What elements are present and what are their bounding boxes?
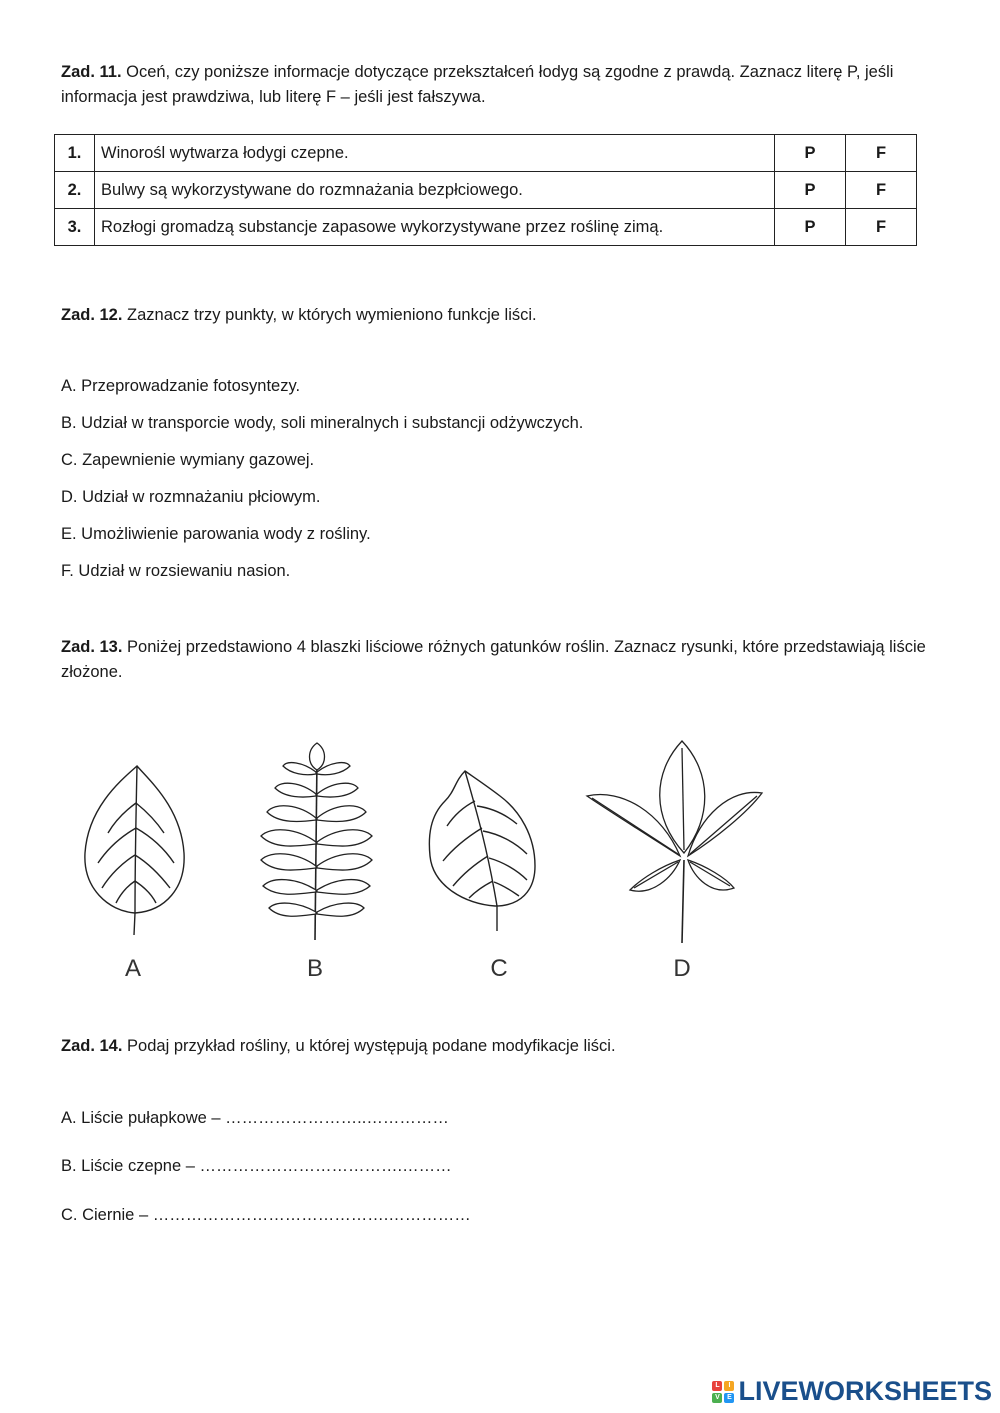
option-b[interactable]: B. Udział w transporcie wody, soli mineralnych i substancji odżywczych. bbox=[61, 414, 584, 432]
task14-text: Podaj przykład rośliny, u której występują podane modyfikacje liści. bbox=[122, 1037, 616, 1055]
leaf-a-image[interactable] bbox=[80, 763, 190, 938]
leaf-a-label: A bbox=[124, 955, 141, 982]
statement: Winorośl wytwarza łodygi czepne. bbox=[95, 135, 775, 172]
row-number: 2. bbox=[55, 172, 95, 209]
answer-line-a[interactable]: A. Liście pułapkowe – ……………………..…………… bbox=[61, 1109, 449, 1127]
task11-label: Zad. 11. bbox=[61, 63, 122, 81]
liveworksheets-logo[interactable] bbox=[712, 1376, 992, 1407]
option-f[interactable]: F. Udział w rozsiewaniu nasion. bbox=[61, 562, 291, 580]
answer-f[interactable]: F bbox=[846, 209, 917, 246]
statement: Bulwy są wykorzystywane do rozmnażania bezpłciowego. bbox=[95, 172, 775, 209]
answer-p[interactable]: P bbox=[775, 172, 846, 209]
leaf-c-label: C bbox=[490, 955, 508, 982]
leaf-c-image[interactable] bbox=[425, 766, 540, 936]
answer-f[interactable]: F bbox=[846, 172, 917, 209]
logo-letter: V bbox=[712, 1393, 722, 1403]
table-row bbox=[55, 172, 917, 209]
task14-instruction bbox=[61, 1034, 951, 1059]
answer-line-b[interactable]: B. Liście czepne – ……………………………….……… bbox=[61, 1157, 452, 1175]
row-number: 3. bbox=[55, 209, 95, 246]
task11-instruction bbox=[61, 60, 951, 110]
option-e[interactable]: E. Umożliwienie parowania wody z rośliny. bbox=[61, 525, 371, 543]
task11-text: Oceń, czy poniższe informacje dotyczące przekształceń łodyg są zgodne z prawdą. Zaznacz literę P, jeśli informacja jest prawdziwa, lub literę F – jeśli jest fałszywa. bbox=[61, 63, 894, 106]
logo-text: LIVEWORKSHEETS bbox=[738, 1376, 992, 1406]
answer-f[interactable]: F bbox=[846, 135, 917, 172]
task12-text: Zaznacz trzy punkty, w których wymieniono funkcje liści. bbox=[122, 306, 537, 324]
option-d[interactable]: D. Udział w rozmnażaniu płciowym. bbox=[61, 488, 321, 506]
task13-instruction bbox=[61, 635, 951, 685]
leaf-b-label: B bbox=[306, 955, 323, 982]
leaf-d-label: D bbox=[673, 955, 691, 982]
logo-letter: I bbox=[724, 1381, 734, 1391]
task13-text: Poniżej przedstawiono 4 blaszki liściowe różnych gatunków roślin. Zaznacz rysunki, które przedstawiają liście złożone. bbox=[61, 638, 926, 681]
task12-instruction bbox=[61, 303, 951, 328]
option-c[interactable]: C. Zapewnienie wymiany gazowej. bbox=[61, 451, 315, 469]
answer-line-c[interactable]: C. Ciernie – …………………………………….…………… bbox=[61, 1206, 471, 1224]
logo-letter: E bbox=[724, 1393, 734, 1403]
logo-letter: L bbox=[712, 1381, 722, 1391]
option-a[interactable]: A. Przeprowadzanie fotosyntezy. bbox=[61, 377, 301, 395]
statement: Rozłogi gromadzą substancje zapasowe wykorzystywane przez roślinę zimą. bbox=[95, 209, 775, 246]
task14-label: Zad. 14. bbox=[61, 1037, 123, 1055]
logo-grid-icon bbox=[712, 1381, 734, 1403]
task13-label: Zad. 13. bbox=[61, 638, 123, 656]
answer-p[interactable]: P bbox=[775, 209, 846, 246]
table-row bbox=[55, 135, 917, 172]
table-row bbox=[55, 209, 917, 246]
true-false-table bbox=[54, 134, 917, 246]
answer-p[interactable]: P bbox=[775, 135, 846, 172]
task12-label: Zad. 12. bbox=[61, 306, 123, 324]
leaf-d-image[interactable] bbox=[582, 738, 767, 948]
row-number: 1. bbox=[55, 135, 95, 172]
leaf-b-image[interactable] bbox=[243, 740, 391, 945]
